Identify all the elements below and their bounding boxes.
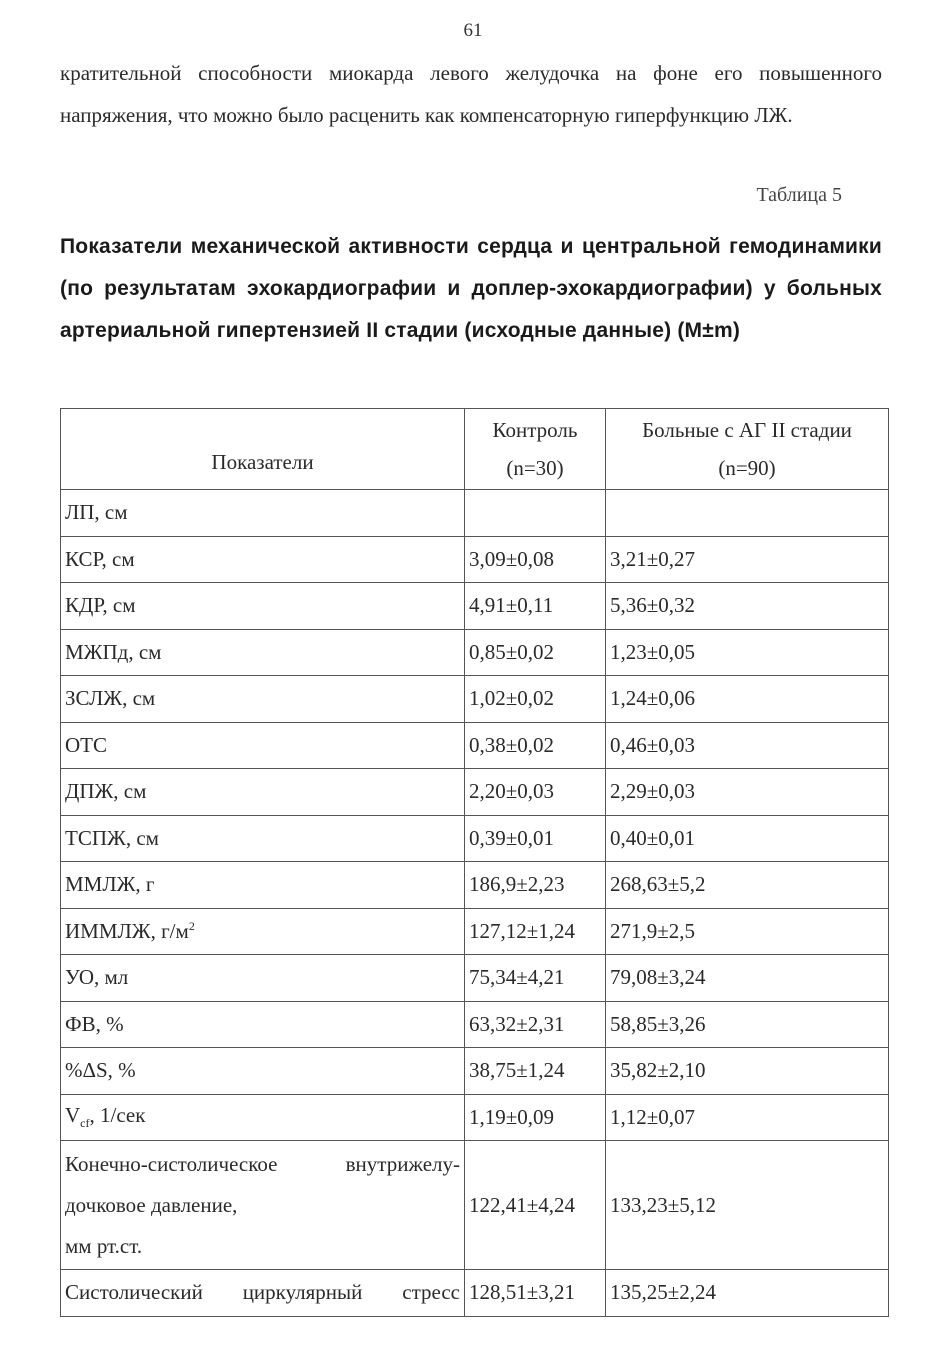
row-patients: 35,82±2,10 bbox=[606, 1048, 889, 1095]
data-table bbox=[60, 408, 889, 1317]
row-patients: 3,21±0,27 bbox=[606, 536, 889, 583]
table-row bbox=[61, 955, 889, 1002]
table-row bbox=[61, 722, 889, 769]
header-control bbox=[465, 409, 606, 490]
header-patients bbox=[606, 409, 889, 490]
row-patients: 5,36±0,32 bbox=[606, 583, 889, 630]
row-control: 75,34±4,21 bbox=[465, 955, 606, 1002]
table-row bbox=[61, 1270, 889, 1317]
row-name: КСР, см bbox=[61, 536, 465, 583]
row-name: ЗСЛЖ, см bbox=[61, 676, 465, 723]
table-row bbox=[61, 908, 889, 955]
table-row bbox=[61, 583, 889, 630]
row-control: 38,75±1,24 bbox=[465, 1048, 606, 1095]
row-control: 128,51±3,21 bbox=[465, 1270, 606, 1317]
table-row bbox=[61, 1094, 889, 1141]
row-patients: 2,29±0,03 bbox=[606, 769, 889, 816]
row-patients: 1,24±0,06 bbox=[606, 676, 889, 723]
row-control: 0,39±0,01 bbox=[465, 815, 606, 862]
row-patients: 135,25±2,24 bbox=[606, 1270, 889, 1317]
table-caption: Показатели механической активности сердца и центральной гемодинамики (по результатам эхокардиографии и доплер-эхокардиографии) у больных артериальной гипертензией II стадии (исходные данные) (M±m) bbox=[60, 235, 882, 342]
row-control: 186,9±2,23 bbox=[465, 862, 606, 909]
row-control: 127,12±1,24 bbox=[465, 908, 606, 955]
row-name: ФВ, % bbox=[61, 1001, 465, 1048]
row-control: 63,32±2,31 bbox=[465, 1001, 606, 1048]
row-control: 1,02±0,02 bbox=[465, 676, 606, 723]
row-name: ММЛЖ, г bbox=[61, 862, 465, 909]
row-patients bbox=[606, 490, 889, 537]
row-name: Систолический циркулярный стресс bbox=[61, 1270, 465, 1317]
row-control bbox=[465, 490, 606, 537]
row-name-main: ИММЛЖ, г/м bbox=[65, 918, 189, 943]
intro-paragraph: кратительной способности миокарда левого желудочка на фоне его повышенного напряжения, что можно было расценить как компенсаторную гиперфункцию ЛЖ. bbox=[60, 61, 882, 127]
table-row bbox=[61, 1048, 889, 1095]
table-row bbox=[61, 815, 889, 862]
row-patients: 271,9±2,5 bbox=[606, 908, 889, 955]
table-row bbox=[61, 862, 889, 909]
row-patients: 268,63±5,2 bbox=[606, 862, 889, 909]
table-row bbox=[61, 1001, 889, 1048]
row-name bbox=[61, 1094, 465, 1141]
header-control-line2: (n=30) bbox=[506, 456, 564, 480]
table-row bbox=[61, 536, 889, 583]
row-name: КДР, см bbox=[61, 583, 465, 630]
table-row bbox=[61, 676, 889, 723]
row-control: 0,38±0,02 bbox=[465, 722, 606, 769]
row-control: 3,09±0,08 bbox=[465, 536, 606, 583]
table-row bbox=[61, 769, 889, 816]
header-patients-line2: (n=90) bbox=[718, 456, 776, 480]
header-control-line1: Контроль bbox=[492, 418, 578, 442]
row-name bbox=[61, 908, 465, 955]
row-name-subscript: cf bbox=[80, 1116, 90, 1131]
header-param bbox=[61, 409, 465, 490]
row-name: МЖПд, см bbox=[61, 629, 465, 676]
row-patients: 133,23±5,12 bbox=[606, 1141, 889, 1270]
row-control: 122,41±4,24 bbox=[465, 1141, 606, 1270]
table-row bbox=[61, 629, 889, 676]
row-patients: 79,08±3,24 bbox=[606, 955, 889, 1002]
row-name: ТСПЖ, см bbox=[61, 815, 465, 862]
row-name: ДПЖ, см bbox=[61, 769, 465, 816]
header-param-label: Показатели bbox=[211, 450, 314, 474]
row-name: ОТС bbox=[61, 722, 465, 769]
row-name-superscript: 2 bbox=[188, 918, 195, 933]
row-name-line1: Конечно-систолическое внутрижелу- bbox=[65, 1151, 460, 1176]
row-name: ЛП, см bbox=[61, 490, 465, 537]
row-control: 0,85±0,02 bbox=[465, 629, 606, 676]
row-name: %ΔS, % bbox=[61, 1048, 465, 1095]
row-name-line3: мм рт.ст. bbox=[65, 1233, 143, 1258]
table-header-row bbox=[61, 409, 889, 490]
row-name bbox=[61, 1141, 465, 1270]
row-patients: 58,85±3,26 bbox=[606, 1001, 889, 1048]
row-patients: 1,23±0,05 bbox=[606, 629, 889, 676]
row-name: УО, мл bbox=[61, 955, 465, 1002]
table-row bbox=[61, 490, 889, 537]
row-patients: 0,46±0,03 bbox=[606, 722, 889, 769]
table-label: Таблица 5 bbox=[756, 184, 842, 206]
header-patients-line1: Больные с АГ II стадии bbox=[642, 418, 852, 442]
row-patients: 1,12±0,07 bbox=[606, 1094, 889, 1141]
row-control: 4,91±0,11 bbox=[465, 583, 606, 630]
row-control: 1,19±0,09 bbox=[465, 1094, 606, 1141]
row-patients: 0,40±0,01 bbox=[606, 815, 889, 862]
table-row bbox=[61, 1141, 889, 1270]
row-control: 2,20±0,03 bbox=[465, 769, 606, 816]
page-number: 61 bbox=[463, 20, 483, 41]
row-name-line2: дочковое давление, bbox=[65, 1192, 238, 1217]
row-name-main: V bbox=[65, 1103, 81, 1128]
row-name-rest: , 1/сек bbox=[89, 1103, 146, 1128]
